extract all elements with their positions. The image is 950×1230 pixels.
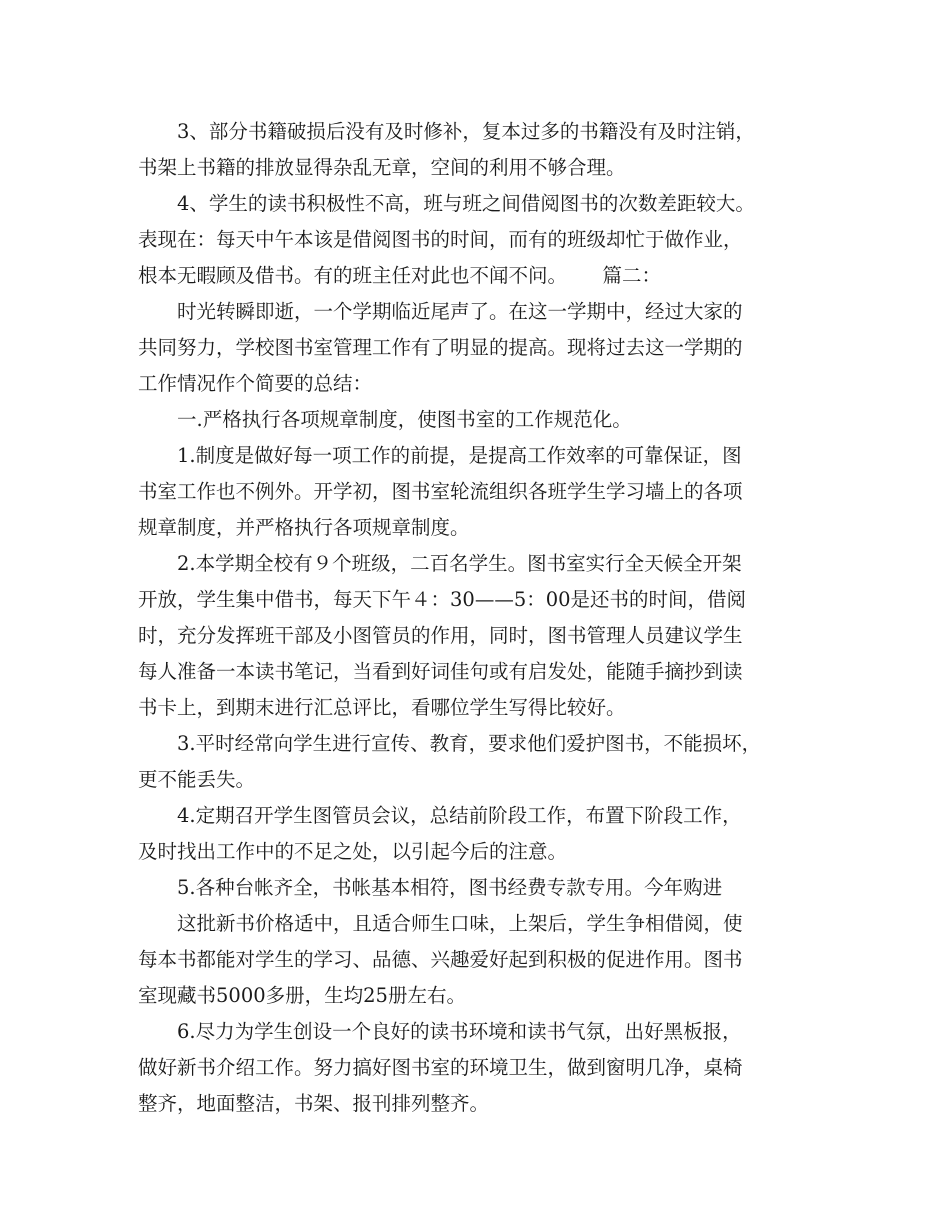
paragraph-line: 表现在：每天中午本该是借阅图书的时间，而有的班级却忙于做作业， xyxy=(138,228,743,251)
section-heading: 一.严格执行各项规章制度，使图书室的工作规范化。 xyxy=(177,408,632,431)
paragraph-line: 根本无暇顾及借书。有的班主任对此也不闻不问。 篇二： xyxy=(138,264,661,287)
paragraph-line: 时光转瞬即逝，一个学期临近尾声了。在这一学期中，经过大家的 xyxy=(177,300,743,323)
paragraph-line: 5.各种台帐齐全，书帐基本相符，图书经费专款专用。今年购进 xyxy=(177,876,723,899)
paragraph-line: 时，充分发挥班干部及小图管员的作用，同时，图书管理人员建议学生 xyxy=(138,624,743,647)
paragraph-line: 3、部分书籍破损后没有及时修补，复本过多的书籍没有及时注销， xyxy=(177,120,755,143)
paragraph-line: 书卡上，到期末进行汇总评比，看哪位学生写得比较好。 xyxy=(138,696,626,719)
paragraph-line: 更不能丢失。 xyxy=(138,768,256,791)
paragraph-line: 每本书都能对学生的学习、品德、兴趣爱好起到积极的促进作用。图书 xyxy=(138,948,743,971)
paragraph-line: 书室工作也不例外。开学初，图书室轮流组织各班学生学习墙上的各项 xyxy=(138,480,743,503)
paragraph-line: 3.平时经常向学生进行宣传、教育，要求他们爱护图书，不能损坏， xyxy=(177,732,762,755)
paragraph-line: 室现藏书5000多册，生均25册左右。 xyxy=(138,984,466,1007)
paragraph-line: 共同努力，学校图书室管理工作有了明显的提高。现将过去这一学期的 xyxy=(138,336,743,359)
paragraph-line: 书架上书籍的排放显得杂乱无章，空间的利用不够合理。 xyxy=(138,156,626,179)
paragraph-line: 每人准备一本读书笔记，当看到好词佳句或有启发处，能随手摘抄到读 xyxy=(138,660,743,683)
document-body xyxy=(138,114,828,1122)
paragraph-line: 4、学生的读书积极性不高，班与班之间借阅图书的次数差距较大。 xyxy=(177,192,755,215)
paragraph-line: 这批新书价格适中，且适合师生口味，上架后，学生争相借阅，使 xyxy=(177,912,743,935)
paragraph-line: 2.本学期全校有９个班级，二百名学生。图书室实行全天候全开架 xyxy=(177,552,742,575)
paragraph-line: 整齐，地面整洁，书架、报刊排列整齐。 xyxy=(138,1092,490,1115)
paragraph-line: 4.定期召开学生图管员会议，总结前阶段工作，布置下阶段工作， xyxy=(177,804,742,827)
paragraph-line: 做好新书介绍工作。努力搞好图书室的环境卫生，做到窗明几净，桌椅 xyxy=(138,1056,743,1079)
paragraph-line: 开放，学生集中借书，每天下午４：30——5：00是还书的时间，借阅 xyxy=(138,588,747,611)
paragraph-line: 1.制度是做好每一项工作的前提，是提高工作效率的可靠保证，图 xyxy=(177,444,742,467)
paragraph-line: 工作情况作个简要的总结： xyxy=(138,372,373,395)
paragraph-line: 6.尽力为学生创设一个良好的读书环境和读书气氛，出好黑板报， xyxy=(177,1020,742,1043)
paragraph-line: 及时找出工作中的不足之处，以引起今后的注意。 xyxy=(138,840,568,863)
paragraph-line: 规章制度，并严格执行各项规章制度。 xyxy=(138,516,470,539)
